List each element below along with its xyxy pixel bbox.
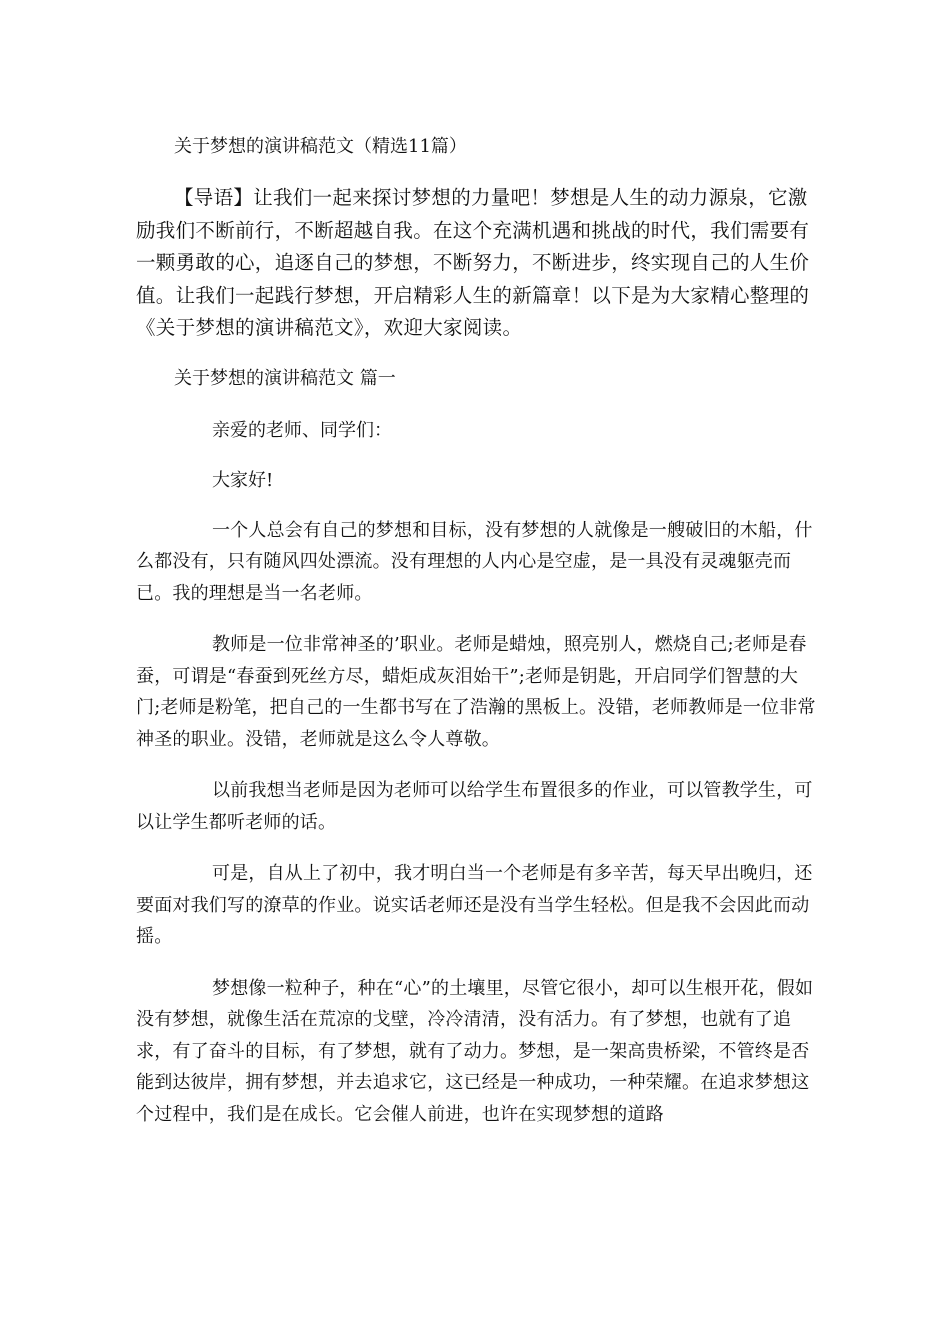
body-paragraph-5: 梦想像一粒种子，种在“心”的土壤里，尽管它很小，却可以生根开花，假如没有梦想，就像生活在荒凉的戈壁，冷冷清清，没有活力。有了梦想，也就有了追求，有了奋斗的目标，有了梦想，就有了动力。梦想，是一架高贵桥梁，不管终是否能到达彼岸，拥有梦想，并去追求它，这已经是一种成功，一种荣耀。在追求梦想这个过程中，我们是在成长。它会催人前进，也许在实现梦想的道路 [136, 977, 814, 1125]
greeting: 大家好! [212, 469, 274, 491]
salutation: 亲爱的老师、同学们： [212, 419, 392, 441]
body-paragraph-4: 可是，自从上了初中，我才明白当一个老师是有多辛苦，每天早出晚归，还要面对我们写的潦草的作业。说实话老师还是没有当学生轻松。但是我不会因此而动摇。 [136, 863, 813, 947]
body-paragraph-1: 一个人总会有自己的梦想和目标，没有梦想的人就像是一艘破旧的木船，什么都没有，只有随风四处漂流。没有理想的人内心是空虚，是一具没有灵魂躯壳而已。我的理想是当一名老师。 [136, 519, 813, 604]
document-title: 关于梦想的演讲稿范文（精选11篇） [174, 136, 467, 157]
body-paragraph-2: 教师是一位非常神圣的’职业。老师是蜡烛，照亮别人，燃烧自己;老师是春蚕，可谓是“春蚕到死丝方尽，蜡炬成灰泪始干”;老师是钥匙，开启同学们智慧的大门;老师是粉笔，把自己的一生都书写在了浩瀚的黑板上。没错，老师教师是一位非常神圣的职业。没错，老师就是这么令人尊敬。 [136, 634, 816, 750]
body-paragraph-3: 以前我想当老师是因为老师可以给学生布置很多的作业，可以管教学生，可以让学生都听老师的话。 [136, 780, 813, 833]
document-body [136, 130, 816, 1150]
intro-paragraph: 【导语】让我们一起来探讨梦想的力量吧！梦想是人生的动力源泉，它激励我们不断前行，不断超越自我。在这个充满机遇和挑战的时代，我们需要有一颗勇敢的心，追逐自己的梦想，不断努力，不断进步，终实现自己的人生价值。让我们一起践行梦想，开启精彩人生的新篇章！以下是为大家精心整理的《关于梦想的演讲稿范文》，欢迎大家阅读。 [136, 186, 810, 339]
section-heading: 关于梦想的演讲稿范文 篇一 [174, 367, 396, 389]
